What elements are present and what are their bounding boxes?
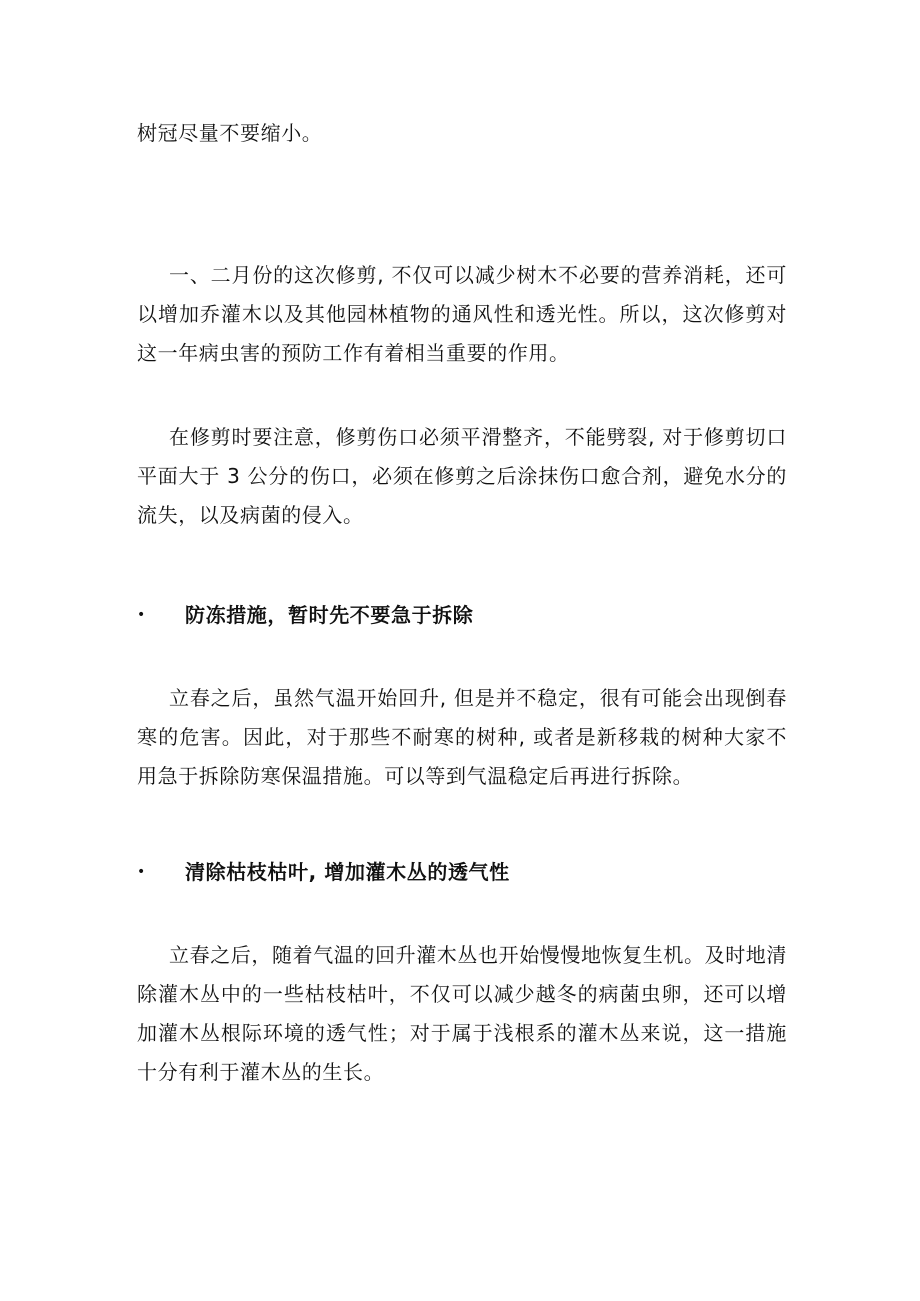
paragraph-clear-deadwood: 立春之后，随着气温的回升灌木丛也开始慢慢地恢复生机。及时地清除灌木丛中的一些枯枝枯叶，不仅可以减少越冬的病菌虫卵，还可以增加灌木丛根际环境的透气性；对于属于浅根系的灌木丛来说，这一措施十分有利于灌木丛的生长。 — [137, 943, 787, 1084]
paragraph-continuation: 树冠尽量不要缩小。 — [137, 121, 323, 145]
paragraph-frost-protection: 立春之后，虽然气温开始回升, 但是并不稳定，很有可能会出现倒春寒的危害。因此，对于那些不耐寒的树种, 或者是新移栽的树种大家不用急于拆除防寒保温措施。可以等到气温稳定后再进行拆除。 — [137, 686, 787, 788]
paragraph-pruning-benefits: 一、二月份的这次修剪, 不仅可以减少树木不必要的营养消耗，还可以增加乔灌木以及其他园林植物的通风性和透光性。所以，这次修剪对这一年病虫害的预防工作有着相当重要的作用。 — [137, 263, 787, 365]
bullet-heading-text: 防冻措施，暂时先不要急于拆除 — [185, 603, 474, 627]
bullet-heading-clear-deadwood — [137, 857, 787, 887]
paragraph-pruning-wounds: 在修剪时要注意，修剪伤口必须平滑整齐，不能劈裂, 对于修剪切口平面大于 3 公分的伤口，必须在修剪之后涂抹伤口愈合剂，避免水分的流失，以及病菌的侵入。 — [137, 425, 787, 527]
bullet-heading-text: 清除枯枝枯叶, 增加灌木丛的透气性 — [185, 860, 510, 884]
bullet-heading-frost-protection — [137, 600, 787, 630]
bullet-marker: • — [137, 607, 146, 623]
bullet-marker: • — [137, 864, 146, 880]
